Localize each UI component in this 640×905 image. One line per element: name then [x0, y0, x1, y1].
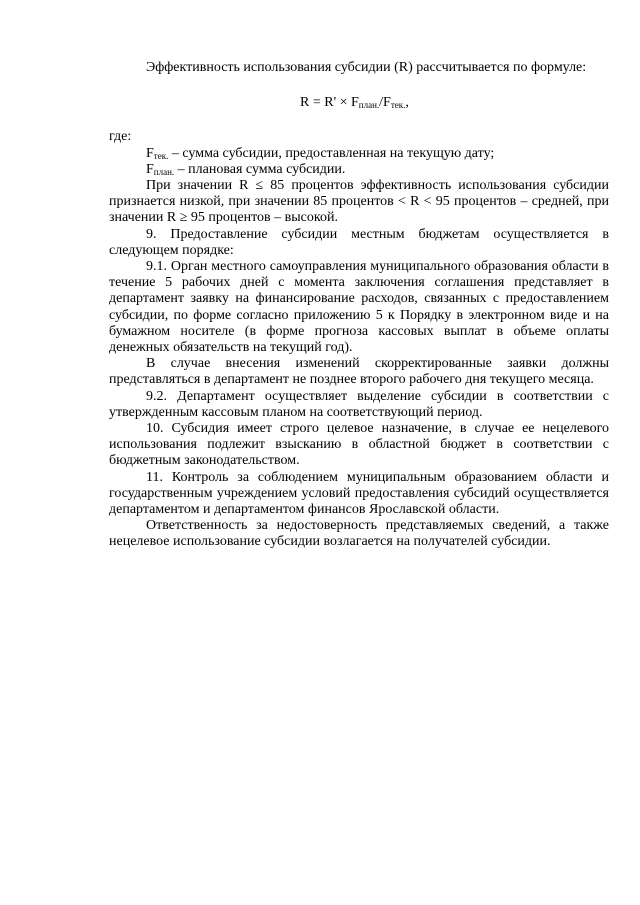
paragraph-evaluation: При значении R ≤ 85 процентов эффективность использования субсидии признается низкой, при значении 85 процентов < R < 95 процентов – средней, при значении R ≥ 95 процентов – высокой. [109, 178, 609, 226]
paragraph-10: 10. Субсидия имеет строго целевое назначение, в случае ее нецелевого использования подлежит взысканию в областной бюджет в соответствии с бюджетным законодательством. [109, 421, 609, 469]
symbol-f: F [146, 161, 154, 177]
definition-ftek-text: – сумма субсидии, предоставленная на текущую дату; [168, 145, 495, 161]
definition-fplan [109, 162, 609, 178]
definition-ftek [109, 146, 609, 162]
document-body [109, 60, 609, 551]
definition-fplan-text: – плановая сумма субсидии. [174, 161, 346, 177]
formula-lhs: R = R' × F [300, 95, 359, 111]
paragraph-9: 9. Предоставление субсидии местным бюджетам осуществляется в следующем порядке: [109, 226, 609, 258]
paragraph-11: 11. Контроль за соблюдением муниципальным образованием области и государственным учреждением условий предоставления субсидий осуществляется департаментом и департаментом финансов Ярославской области. [109, 469, 609, 518]
formula-sub-plan: план. [358, 100, 380, 111]
paragraph-formula-intro: Эффективность использования субсидии (R) рассчитывается по формуле: [146, 60, 587, 75]
formula-tail: , [405, 95, 409, 111]
formula-mid: /F [379, 95, 391, 111]
formula-sub-tek: тек. [390, 100, 406, 111]
formula [109, 95, 609, 111]
symbol-sub-tek: тек. [153, 150, 169, 161]
paragraph-responsibility: Ответственность за недостоверность представляемых сведений, а также нецелевое использование субсидии возлагается на получателей субсидии. [109, 518, 609, 550]
paragraph-9-1-changes: В случае внесения изменений скорректированные заявки должны представляться в департамент не позднее второго рабочего дня текущего месяца. [109, 356, 609, 388]
paragraph-9-2: 9.2. Департамент осуществляет выделение субсидии в соответствии с утвержденным кассовым планом на соответствующий период. [109, 388, 609, 420]
symbol-f: F [146, 145, 154, 161]
symbol-sub-plan: план. [153, 166, 175, 177]
paragraph-where: где: [109, 129, 132, 145]
paragraph-9-1: 9.1. Орган местного самоуправления муниципального образования области в течение 5 рабочих дней с момента заключения соглашения представляет в департамент заявку на финансирование расходов, связанных с предоставлением субсидии, по форме согласно приложению 5 к Порядку в электронном виде и на бумажном носителе (в форме прогноза кассовых выплат в объеме оплаты денежных обязательств на текущий год). [109, 259, 609, 356]
